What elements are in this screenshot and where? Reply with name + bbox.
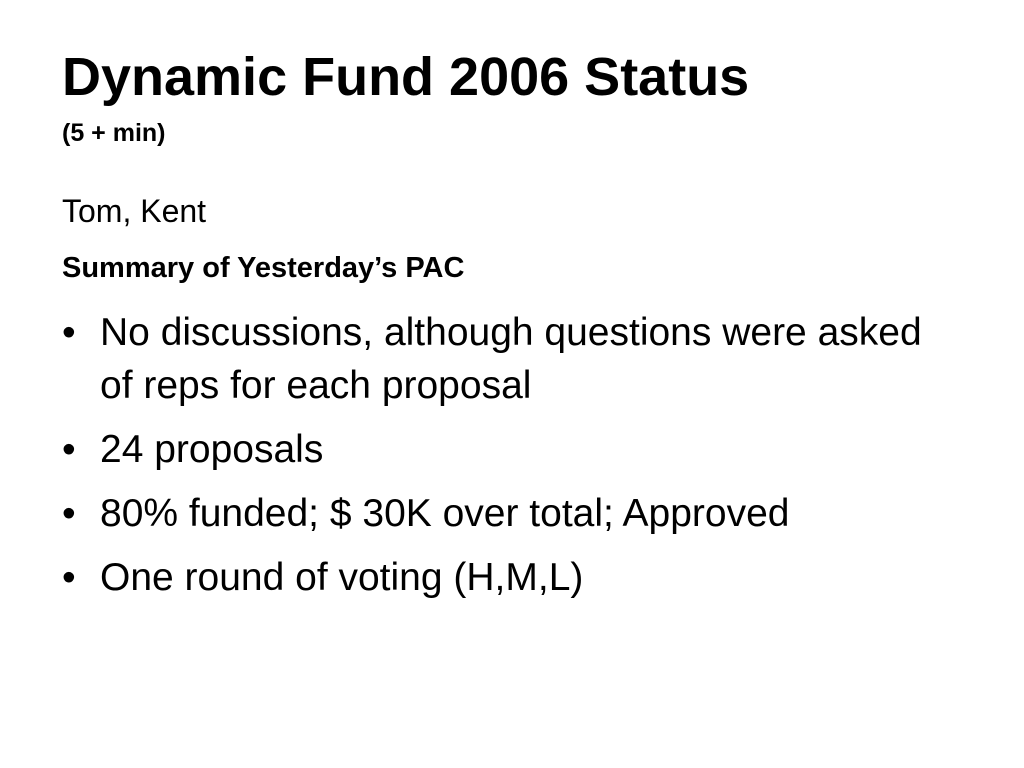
slide-subtitle: (5 + min) [62,119,166,147]
bullet-list [62,306,962,615]
bullet-point-icon: • [62,428,76,471]
bullet-item [62,423,962,476]
bullet-text: 24 proposals [100,428,324,471]
bullet-text: No discussions, although questions were asked of reps for each proposal [100,311,922,407]
bullet-item [62,551,962,604]
bullet-text: 80% funded; $ 30K over total; Approved [100,492,790,535]
bullet-item [62,487,962,540]
presenters: Tom, Kent [62,193,207,229]
bullet-point-icon: • [62,492,76,535]
bullet-point-icon: • [62,311,76,354]
bullet-text: One round of voting (H,M,L) [100,556,584,599]
slide-title: Dynamic Fund 2006 Status [62,47,750,107]
bullet-item [62,306,962,412]
bullet-point-icon: • [62,556,76,599]
section-heading: Summary of Yesterday’s PAC [62,252,465,284]
